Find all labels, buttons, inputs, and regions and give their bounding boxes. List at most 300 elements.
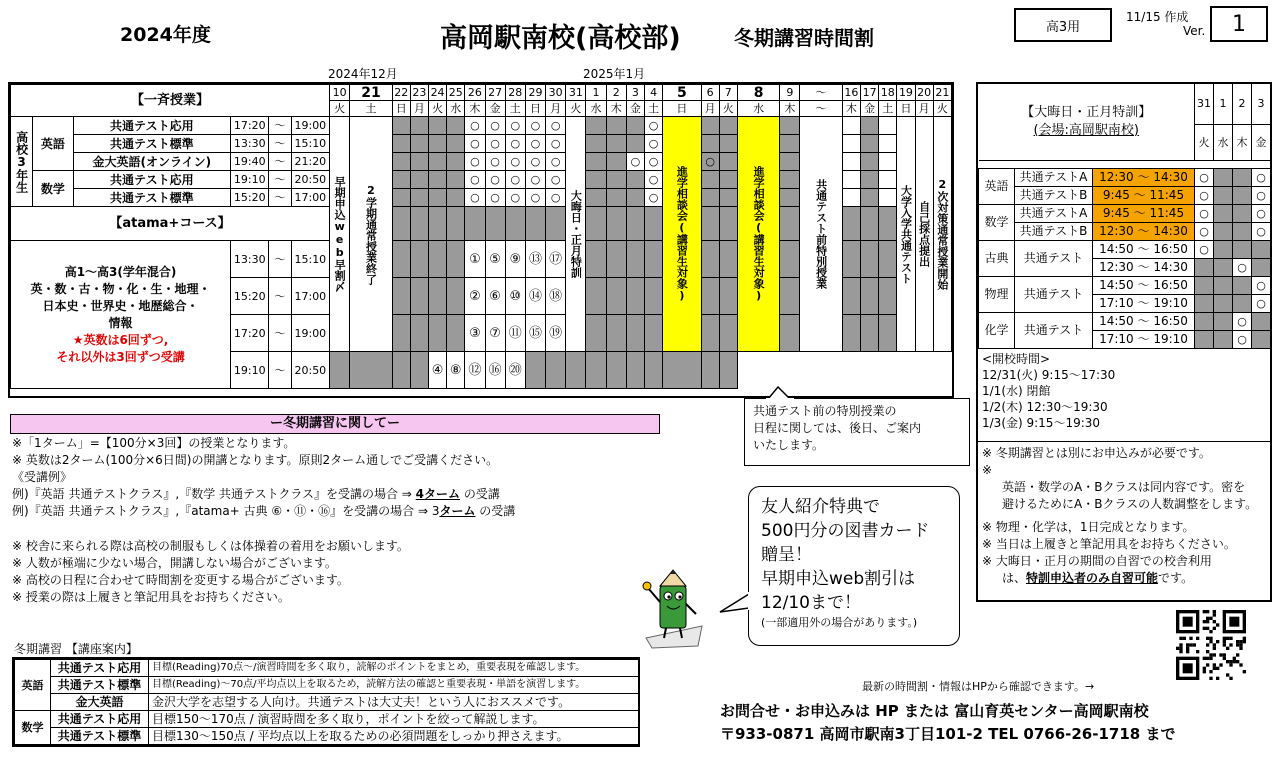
promo-note: (一部適用外の場合があります。) [761,616,918,629]
schedule-cell [780,189,800,207]
schedule-cell [663,352,701,389]
balloon-line: 日程に関しては、後日、ご案内 [753,421,922,435]
special-mark [1214,276,1233,294]
special-mark: ○ [1252,276,1271,294]
atama-red-line: それ以外は3回ずつ受講 [56,349,185,364]
special-mark: ○ [1233,312,1252,330]
start-time: 19:40 [231,153,269,171]
date-cell: 3 [626,85,644,101]
schedule-cell [626,352,644,389]
schedule-cell [447,278,465,315]
schedule-cell: ○ [525,135,545,153]
winter-note: ※ 人数が極端に少ない場合，開講しない場合がございます。 [12,556,337,570]
schedule-cell [428,117,446,135]
schedule-cell [392,153,410,171]
winter-line: ※「1ターム」=【100分×3回】の授業となります。 [12,436,296,450]
time-sep: 〜 [269,189,291,207]
schedule-cell [861,135,879,153]
schedule-cell [586,207,606,241]
special-mark: ○ [1195,168,1214,186]
winter-line: の受講 [460,487,500,501]
weekday-cell: 水 [447,101,465,117]
schedule-cell: ○ [525,171,545,189]
schedule-cell [350,352,392,389]
special-mark [1252,312,1271,330]
schedule-cell [719,315,737,352]
group-label: 高校3年生 [11,117,33,207]
schedule-cell [606,153,626,171]
main-schedule [8,82,954,398]
special-mark [1214,240,1233,258]
schedule-cell [780,171,800,189]
promo-line: 贈呈！ [761,545,812,565]
date-cell: 6 [701,85,719,101]
schedule-cell: ○ [546,189,566,207]
weekday-cell: 日 [663,101,701,117]
schedule-cell [410,352,428,389]
schedule-cell [780,117,800,135]
schedule-cell [645,315,663,352]
schedule-cell [780,207,800,241]
schedule-cell [410,315,428,352]
schedule-cell [392,189,410,207]
weekday-cell: 水 [586,101,606,117]
schedule-cell: ○ [701,153,719,171]
weekday-cell: 木 [780,101,800,117]
date-cell: 5 [663,85,701,101]
weekday-cell: 月 [915,101,933,117]
open-hours-line: 12/31(火) 9:15〜17:30 [982,367,1116,382]
special-note-emphasis: 特訓申込者のみ自習可能 [1026,570,1159,585]
schedule-cell: ○ [645,117,663,135]
schedule-cell [701,352,719,389]
date-cell: 27 [485,85,505,101]
schedule-cell [861,241,879,278]
special-mark [1252,330,1271,348]
schedule-cell [606,278,626,315]
qr-code-icon[interactable] [1176,610,1246,680]
date-cell: 21 [933,85,951,101]
weekday-cell: 木 [606,101,626,117]
schedule-cell [879,315,897,352]
special-course: 共通テスト [1015,312,1093,348]
schedule-cell: ⑬ [525,241,545,278]
schedule-cell: ○ [485,153,505,171]
vertical-early: 早期申込web早割〆 [330,117,350,352]
promo-balloon [748,486,960,646]
special-mark [1233,240,1252,258]
special-mark: ○ [1195,240,1214,258]
weekday-cell: 木 [842,101,860,117]
promo-line: 早期申込web割引は [761,569,916,589]
schedule-cell [410,207,428,241]
schedule-cell [780,241,800,278]
section-issei: 【一斉授業】 [11,85,330,117]
guide-course: 金大英語 [51,694,149,711]
schedule-cell: ① [465,241,485,278]
vertical-niji: 2次対策通常授業開始 [933,117,951,352]
schedule-cell [861,189,879,207]
schedule-cell [606,241,626,278]
weekday-cell: 日 [525,101,545,117]
weekday-cell: 火 [1195,124,1214,160]
start-time: 13:30 [231,241,269,278]
schedule-cell: ⑫ [465,352,485,389]
course-name: 共通テスト標準 [73,135,230,153]
date-cell: 3 [1252,84,1271,124]
schedule-cell [842,207,860,241]
course-name: 共通テスト応用 [73,117,230,135]
schedule-cell [525,207,545,241]
schedule-cell [861,207,879,241]
schedule-cell [879,207,897,241]
section-atama: 【atama+コース】 [11,207,330,241]
start-time: 17:20 [231,315,269,352]
course-name: 金大英語(オンライン) [73,153,230,171]
weekday-cell: 火 [428,101,446,117]
start-time: 13:30 [231,135,269,153]
schedule-cell [645,207,663,241]
course-name: 共通テスト応用 [73,171,230,189]
version-number: 1 [1232,11,1246,37]
schedule-cell [842,315,860,352]
special-subject: 物理 [979,276,1015,312]
start-time: 17:20 [231,117,269,135]
schedule-cell [701,117,719,135]
month-jan: 2025年1月 [583,67,646,81]
weekday-cell: 金 [485,101,505,117]
schedule-cell [606,207,626,241]
schedule-cell [861,153,879,171]
weekday-cell: 木 [1233,124,1252,160]
special-mark: ○ [1233,258,1252,276]
guide-desc: 目標130〜150点 / 平均点以上を取るための必須問題をしっかり押さえます。 [149,728,639,745]
special-time: 17:10 〜 19:10 [1093,294,1195,312]
schedule-cell [428,278,446,315]
winter-title: ー冬期講習に関してー [10,414,660,434]
schedule-cell [626,241,644,278]
guide-desc: 目標150〜170点 / 演習時間を多く取り，ポイントを絞って解説します。 [149,711,639,728]
schedule-cell [879,278,897,315]
open-hours-line: 1/2(木) 12:30〜19:30 [982,399,1108,414]
date-cell: 25 [447,85,465,101]
schedule-cell [701,189,719,207]
atama-red-line: ★英数は6回ずつ, [72,332,169,347]
date-cell: 4 [645,85,663,101]
schedule-cell: ○ [465,117,485,135]
atama-description [11,241,231,389]
contact-line2: 〒933-0871 高岡市駅南3丁目101-2 TEL 0766-26-1718 まで [720,725,1176,743]
weekday-cell: 月 [410,101,428,117]
date-cell: 29 [525,85,545,101]
schedule-cell [428,135,446,153]
schedule-cell [447,153,465,171]
subject-english: 英語 [33,117,73,171]
schedule-cell [410,117,428,135]
special-mark: ○ [1252,204,1271,222]
schedule-cell [861,315,879,352]
course-guide-table [14,659,639,745]
special-mark [1214,294,1233,312]
weekday-cell: 水 [737,101,779,117]
schedule-cell: ○ [465,171,485,189]
schedule-cell: ④ [428,352,446,389]
special-table [978,84,1271,349]
special-course: 共通テスト [1015,240,1093,276]
vertical-shinro2: 進学相談会(講習生対象) [737,117,779,352]
special-mark [1233,276,1252,294]
special-subject: 英語 [979,168,1015,204]
special-mark [1214,312,1233,330]
atama-line: 情報 [108,315,133,330]
schedule-cell: ⑦ [485,315,505,352]
special-mark [1233,168,1252,186]
schedule-cell [392,135,410,153]
schedule-cell [586,278,606,315]
start-time: 15:20 [231,278,269,315]
schedule-cell [719,207,737,241]
schedule-cell: ○ [485,117,505,135]
schedule-cell [410,241,428,278]
schedule-cell [410,278,428,315]
schedule-cell [626,207,644,241]
weekday-cell: 日 [897,101,915,117]
winter-line: 例)『英語 共通テストクラス』,『atama+ 古典 ⑥・⑪・⑯』を受講の場合 ⇒ 3 [12,504,440,518]
date-cell: 2 [1233,84,1252,124]
date-cell: 18 [879,85,897,101]
schedule-cell [428,153,446,171]
guide-course: 共通テスト応用 [51,711,149,728]
schedule-cell: ○ [505,153,525,171]
special-header [979,84,1195,160]
schedule-cell: ○ [645,153,663,171]
weekday-cell: 土 [350,101,392,117]
pencil-mascot-icon [632,568,712,650]
schedule-cell [626,315,644,352]
time-sep: 〜 [269,135,291,153]
schedule-cell [447,207,465,241]
special-mark [1195,294,1214,312]
open-hours-title: <開校時間> [982,351,1051,366]
schedule-cell [701,207,719,241]
schedule-cell [410,135,428,153]
subject-math: 数学 [33,171,73,207]
special-mark: ○ [1195,222,1214,240]
weekday-cell: 土 [879,101,897,117]
schedule-cell [719,153,737,171]
atama-line: 日本史・世界史・地歴総合・ [42,298,199,313]
time-sep: 〜 [269,315,291,352]
end-time: 19:00 [291,117,329,135]
version-label: Ver. [1183,24,1206,38]
schedule-cell [701,315,719,352]
schedule-cell [879,117,897,135]
special-mark: ○ [1195,204,1214,222]
end-time: 15:10 [291,135,329,153]
schedule-cell [861,117,879,135]
schedule-cell: ⑰ [546,241,566,278]
time-sep: 〜 [269,153,291,171]
winter-note: ※ 高校の日程に合わせて時間割を変更する場合がございます。 [12,573,349,587]
schedule-cell [465,207,485,241]
special-mark: ○ [1252,186,1271,204]
schedule-table [10,84,952,389]
schedule-cell [586,315,606,352]
schedule-cell [645,352,663,389]
date-cell: 〜 [800,85,842,101]
schedule-cell [701,171,719,189]
schedule-cell: ○ [525,153,545,171]
schedule-cell [447,135,465,153]
schedule-cell [428,189,446,207]
special-time: 12:30 〜 14:30 [1093,168,1195,186]
schedule-cell [780,315,800,352]
special-mark [1195,312,1214,330]
guide-desc: 目標(Reading)70点〜/演習時間を多く取り，読解のポイントをまとめ，重要表現を確認します。 [149,660,639,677]
schedule-cell [879,241,897,278]
hp-note: 最新の時間割・情報はHPから確認できます。→ [862,680,1095,693]
schedule-cell: ② [465,278,485,315]
grade-label: 高3用 [1045,19,1081,35]
date-cell: 1 [586,85,606,101]
winter-line: 例)『英語 共通テストクラス』,『数学 共通テストクラス』を受講の場合 ⇒ [12,487,416,501]
schedule-cell [645,278,663,315]
weekday-cell: 水 [1214,124,1233,160]
weekday-cell: 金 [626,101,644,117]
schedule-cell: ⑩ [505,278,525,315]
special-mark [1252,258,1271,276]
winter-term: ターム [439,504,476,518]
date-cell: 7 [719,85,737,101]
vertical-omisoka: 大晦日・正月特訓 [566,117,586,352]
schedule-cell: ○ [505,135,525,153]
start-time: 19:10 [231,171,269,189]
special-time: 12:30 〜 14:30 [1093,222,1195,240]
schedule-cell [330,352,350,389]
schedule-cell [842,278,860,315]
schedule-cell: ○ [546,153,566,171]
time-sep: 〜 [269,171,291,189]
weekday-cell: 金 [1252,124,1271,160]
special-course: 共通テストB [1015,186,1093,204]
schedule-cell: ○ [485,171,505,189]
special-mark [1233,186,1252,204]
weekday-cell: 火 [330,101,350,117]
date-cell: 2 [606,85,626,101]
schedule-cell [392,241,410,278]
schedule-cell [842,135,860,153]
guide-subject: 数学 [15,711,51,745]
schedule-cell [428,241,446,278]
special-note: 避けるためにA・Bクラスの人数調整をします。 [1002,496,1258,511]
balloon-line: いたします。 [753,438,825,452]
schedule-cell [606,117,626,135]
time-sep: 〜 [269,278,291,315]
schedule-cell [606,189,626,207]
atama-line: 高1〜高3(学年混合) [64,264,177,279]
schedule-cell: ⑪ [505,315,525,352]
schedule-cell [842,117,860,135]
special-course: 共通テストB [1015,222,1093,240]
weekday-cell: 日 [392,101,410,117]
guide-title: 冬期講習 【講座案内】 [14,642,138,656]
schedule-cell [780,278,800,315]
schedule-cell: ○ [505,171,525,189]
special-note: 英語・数学のA・Bクラスは同内容です。密を [1002,479,1246,494]
schedule-cell [606,352,626,389]
weekday-cell: 木 [465,101,485,117]
schedule-cell [701,241,719,278]
guide-subject: 英語 [15,660,51,711]
course-name: 共通テスト標準 [73,189,230,207]
special-mark [1214,168,1233,186]
schedule-cell: ○ [645,135,663,153]
special-time: 9:45 〜 11:45 [1093,204,1195,222]
schedule-cell [586,135,606,153]
schedule-cell [879,153,897,171]
open-hours-line: 1/1(水) 閉館 [982,383,1051,398]
date-cell: 8 [737,85,779,101]
schedule-cell [410,189,428,207]
special-mark: ○ [1252,294,1271,312]
schedule-cell [428,171,446,189]
special-mark [1214,222,1233,240]
special-time: 17:10 〜 19:10 [1093,330,1195,348]
schedule-cell [392,278,410,315]
special-subject: 化学 [979,312,1015,348]
schedule-cell [392,352,410,389]
date-cell: 9 [780,85,800,101]
date-cell: 1 [1214,84,1233,124]
schedule-cell: ○ [505,189,525,207]
weekday-cell: 土 [505,101,525,117]
date-cell: 10 [330,85,350,101]
end-time: 19:00 [291,315,329,352]
special-mark [1195,276,1214,294]
atama-line: 英・数・古・物・化・生・地理・ [30,281,211,296]
schedule-cell [392,171,410,189]
schedule-cell [879,171,897,189]
contact-line1: お問合せ・お申込みは HP または 富山育英センター高岡駅南校 [720,702,1149,720]
schedule-cell [586,171,606,189]
end-time: 15:10 [291,241,329,278]
special-mark [1233,294,1252,312]
schedule-cell [842,171,860,189]
schedule-cell [645,241,663,278]
schedule-cell: ○ [525,189,545,207]
special-mark: ○ [1233,330,1252,348]
date-cell: 28 [505,85,525,101]
grade-box [1014,8,1112,42]
schedule-cell: ○ [645,189,663,207]
schedule-cell [485,207,505,241]
schedule-cell: ⑱ [546,278,566,315]
schedule-cell: ⑭ [525,278,545,315]
schedule-cell [586,189,606,207]
schedule-cell: ⑥ [485,278,505,315]
schedule-cell [879,135,897,153]
schedule-cell [586,241,606,278]
guide-desc: 金沢大学を志望する人向け。共通テストは大丈夫！という人におススメです。 [149,694,639,711]
promo-line: 友人紹介特典で [761,497,880,517]
guide-course: 共通テスト標準 [51,728,149,745]
schedule-cell [701,135,719,153]
schedule-cell [719,352,737,389]
schedule-cell [701,278,719,315]
schedule-cell [392,315,410,352]
schedule-cell [842,189,860,207]
schedule-cell [505,207,525,241]
